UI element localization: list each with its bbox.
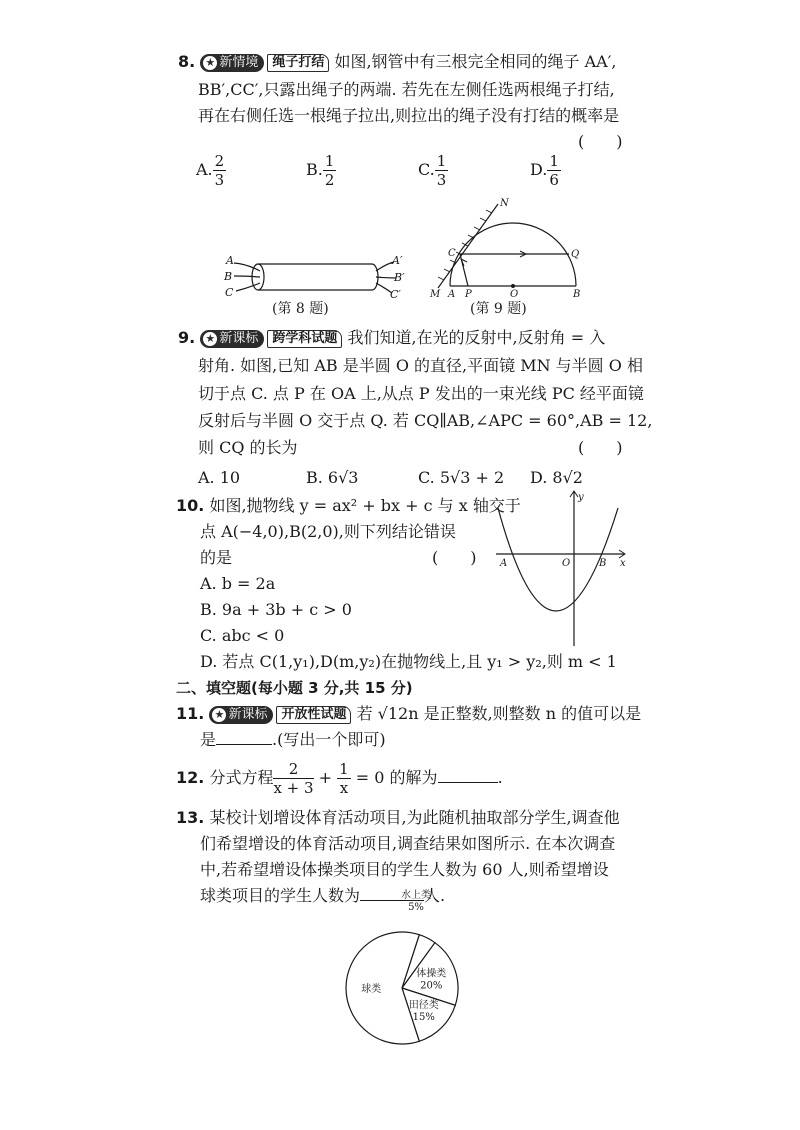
q8-answer-paren: ( ) bbox=[578, 132, 623, 151]
fraction: $\frac{2}{3}$ bbox=[214, 152, 225, 189]
fraction: $\frac{1}{3}$ bbox=[436, 152, 447, 189]
label-a: A bbox=[500, 558, 508, 569]
q13-line-4: 球类项目的学生人数为 人. bbox=[200, 886, 446, 905]
q8-number: 8. bbox=[178, 52, 196, 71]
q8-option-a: A. $\frac{2}{3}$ bbox=[196, 152, 225, 189]
label-b: B bbox=[224, 270, 233, 283]
center-o bbox=[511, 284, 515, 288]
pie-slice-name: 水上类 bbox=[401, 890, 431, 901]
q13-line-1 bbox=[176, 808, 620, 828]
q9-option-a: A. 10 bbox=[198, 468, 241, 487]
label-a: A bbox=[448, 289, 456, 300]
label-x: x bbox=[620, 558, 626, 569]
q9-line-2: 射角. 如图,已知 AB 是半圆 O 的直径,平面镜 MN 与半圆 O 相 bbox=[198, 356, 643, 375]
q8-line-2: BB′,CC′,只露出绳子的两端. 若先在左侧任选两根绳子打结, bbox=[198, 80, 615, 99]
q10-parabola-figure bbox=[492, 488, 632, 652]
fraction-1: $\frac{2}{x + 3}$ bbox=[273, 760, 314, 797]
q10-option-c: C. abc < 0 bbox=[200, 626, 285, 645]
q9-semicircle-figure bbox=[424, 196, 594, 302]
label-m: M bbox=[430, 289, 441, 300]
q10-option-d: D. 若点 C(1,y₁),D(m,y₂)在抛物线上,且 y₁ > y₂,则 m < 1 bbox=[200, 652, 617, 671]
q9-number: 9. bbox=[178, 328, 196, 347]
label-b: B bbox=[599, 558, 607, 569]
topic-tag: 跨学科试题 bbox=[267, 330, 342, 348]
q8-pipe-figure bbox=[222, 250, 412, 302]
label-c: C bbox=[225, 286, 234, 299]
q10-answer-paren: ( ) bbox=[432, 548, 477, 567]
q8-line-3: 再在右侧任选一根绳子拉出,则拉出的绳子没有打结的概率是 bbox=[198, 106, 620, 125]
q9-line-1 bbox=[178, 328, 605, 348]
q9-option-b: B. 6√3 bbox=[306, 468, 359, 487]
q8-figure-caption: (第 8 题) bbox=[272, 301, 329, 317]
pie-slice-name: 体操类 bbox=[416, 968, 447, 980]
label-a: A bbox=[226, 254, 234, 267]
label-b-prime: B′ bbox=[394, 271, 405, 284]
label-n: N bbox=[500, 198, 509, 209]
pie-slice-percent: 20% bbox=[420, 980, 443, 992]
q10-option-b: B. 9a + 3b + c > 0 bbox=[200, 600, 352, 619]
new-context-tag: ★ 新情境 bbox=[200, 54, 264, 72]
q10-line-3: 的是 bbox=[200, 548, 233, 567]
q11-number: 11. bbox=[176, 704, 205, 723]
q8-text: 如图,钢管中有三根完全相同的绳子 AA′, bbox=[334, 52, 617, 71]
q13-line-3: 中,若希望增设体操类项目的学生人数为 60 人,则希望增设 bbox=[200, 860, 609, 879]
q8-line-1 bbox=[178, 52, 616, 72]
star-icon: ★ bbox=[212, 708, 226, 722]
q13-text: 某校计划增设体育活动项目,为此随机抽取部分学生,调查他 bbox=[209, 808, 620, 827]
new-standard-tag: ★ 新课标 bbox=[209, 706, 273, 724]
answer-blank[interactable] bbox=[438, 768, 498, 783]
section-title: 二、填空题(每小题 3 分,共 15 分) bbox=[176, 679, 413, 697]
q13-number: 13. bbox=[176, 808, 205, 827]
rope-b-left bbox=[234, 276, 260, 277]
q10-line-2: 点 A(−4,0),B(2,0),则下列结论错误 bbox=[200, 522, 456, 541]
label-a-prime: A′ bbox=[392, 254, 403, 267]
star-icon: ★ bbox=[203, 56, 217, 70]
topic-tag: 开放性试题 bbox=[276, 706, 351, 724]
q10-option-a: A. b = 2a bbox=[200, 574, 276, 593]
q10-text: 如图,抛物线 y = ax² + bx + c 与 x 轴交于 bbox=[209, 496, 521, 515]
q9-figure-caption: (第 9 题) bbox=[470, 301, 527, 317]
q8-option-d: D. $\frac{1}{6}$ bbox=[530, 152, 559, 189]
q9-line-5: 则 CQ 的长为 bbox=[198, 438, 298, 457]
q9-line-3: 切于点 C. 点 P 在 OA 上,从点 P 发出的一束光线 PC 经平面镜 bbox=[198, 384, 644, 403]
q10-line-1 bbox=[176, 496, 521, 516]
q9-text: 我们知道,在光的反射中,反射角 = 入 bbox=[347, 328, 606, 347]
label-c: C bbox=[448, 248, 456, 259]
fraction-2: $\frac{1}{x}$ bbox=[339, 760, 349, 797]
label-o: O bbox=[510, 289, 519, 300]
q13-pie-chart bbox=[330, 890, 490, 1060]
rope-b-right bbox=[376, 277, 396, 278]
label-p: P bbox=[465, 289, 472, 300]
star-icon: ★ bbox=[203, 332, 217, 346]
answer-blank[interactable] bbox=[216, 730, 272, 745]
q12-number: 12. bbox=[176, 768, 205, 787]
q11-text: 若 √12n 是正整数,则整数 n 的值可以是 bbox=[356, 704, 642, 723]
fraction: $\frac{1}{6}$ bbox=[549, 152, 559, 189]
q12-line: 12. 分式方程 $\frac{2}{x + 3}$ + $\frac{1}{x}$ = 0 的解为 . bbox=[176, 760, 503, 797]
fraction: $\frac{1}{2}$ bbox=[324, 152, 335, 189]
q8-option-b: B. $\frac{1}{2}$ bbox=[306, 152, 335, 189]
label-y: y bbox=[578, 492, 584, 503]
q9-option-d: D. 8√2 bbox=[530, 468, 583, 487]
q10-number: 10. bbox=[176, 496, 205, 515]
pie-slice-percent: 15% bbox=[412, 1011, 435, 1023]
q11-line-2: 是 .(写出一个即可) bbox=[200, 730, 386, 749]
label-q: Q bbox=[571, 249, 580, 260]
pie-slice-name: 球类 bbox=[361, 984, 382, 995]
topic-tag: 绳子打结 bbox=[267, 54, 329, 72]
mirror-hatching bbox=[438, 210, 492, 280]
label-b: B bbox=[573, 289, 581, 300]
pipe-body bbox=[258, 264, 378, 290]
q9-line-4: 反射后与半圆 O 交于点 Q. 若 CQ∥AB,∠APC = 60°,AB = 12, bbox=[198, 411, 653, 430]
q9-option-c: C. 5√3 + 2 bbox=[418, 468, 505, 487]
q9-answer-paren: ( ) bbox=[578, 438, 623, 457]
q11-line-1 bbox=[176, 704, 641, 724]
label-o: O bbox=[562, 558, 571, 569]
new-standard-tag: ★ 新课标 bbox=[200, 330, 264, 348]
q8-option-c: C. $\frac{1}{3}$ bbox=[418, 152, 447, 189]
label-c-prime: C′ bbox=[390, 288, 401, 301]
q13-line-2: 们希望增设的体育活动项目,调查结果如图所示. 在本次调查 bbox=[200, 834, 616, 853]
pie-slice-percent: 5% bbox=[408, 902, 424, 913]
pie-slice-name: 田径类 bbox=[408, 999, 439, 1011]
